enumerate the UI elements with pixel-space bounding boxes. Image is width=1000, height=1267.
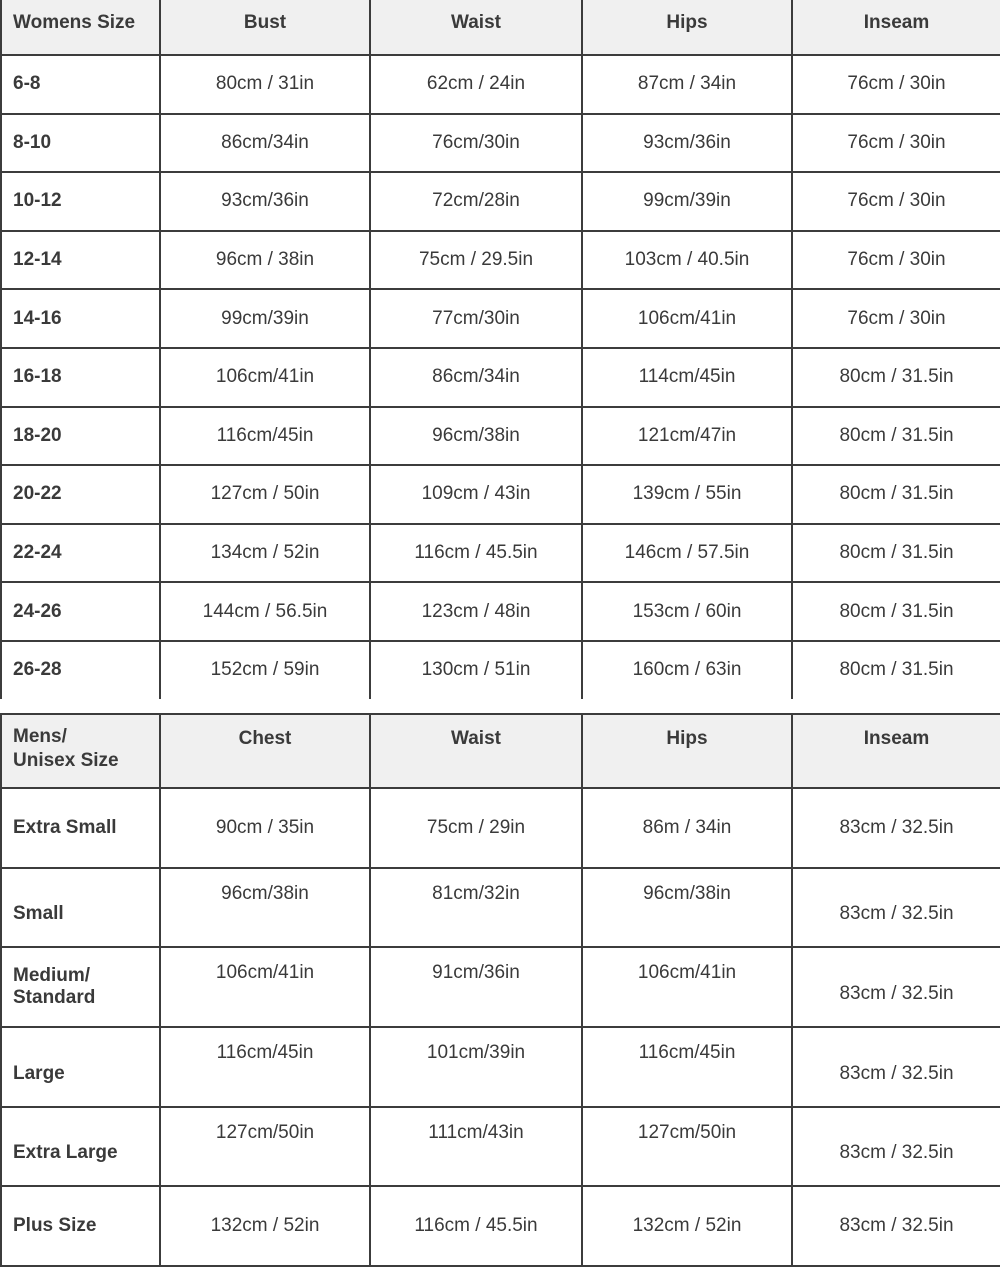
header-womens-size: Womens Size <box>1 0 160 55</box>
mens-unisex-size-table <box>0 713 1000 1267</box>
measurement-cell: 116cm / 45.5in <box>370 1186 582 1266</box>
measurement-cell: 160cm / 63in <box>582 641 792 700</box>
measurement-cell: 99cm/39in <box>582 172 792 231</box>
measurement-cell: 80cm / 31.5in <box>792 465 1000 524</box>
table-divider <box>0 699 1000 712</box>
measurement-cell: 116cm/45in <box>160 407 370 466</box>
measurement-cell: 127cm/50in <box>160 1107 370 1187</box>
size-cell: 6-8 <box>1 55 160 114</box>
measurement-cell: 103cm / 40.5in <box>582 231 792 290</box>
size-cell: 20-22 <box>1 465 160 524</box>
table-row <box>1 289 1000 348</box>
measurement-cell: 83cm / 32.5in <box>792 1186 1000 1266</box>
measurement-cell: 80cm / 31.5in <box>792 582 1000 641</box>
measurement-cell: 76cm / 30in <box>792 289 1000 348</box>
size-cell: 22-24 <box>1 524 160 583</box>
measurement-cell: 101cm/39in <box>370 1027 582 1107</box>
measurement-cell: 96cm/38in <box>370 407 582 466</box>
measurement-cell: 81cm/32in <box>370 868 582 948</box>
measurement-cell: 130cm / 51in <box>370 641 582 700</box>
measurement-cell: 116cm / 45.5in <box>370 524 582 583</box>
measurement-cell: 86cm/34in <box>160 114 370 173</box>
measurement-cell: 90cm / 35in <box>160 788 370 868</box>
measurement-cell: 83cm / 32.5in <box>792 947 1000 1027</box>
header-inseam: Inseam <box>792 0 1000 55</box>
measurement-cell: 87cm / 34in <box>582 55 792 114</box>
measurement-cell: 132cm / 52in <box>160 1186 370 1266</box>
measurement-cell: 96cm/38in <box>582 868 792 948</box>
header-mens-unisex-size: Mens/ Unisex Size <box>1 714 160 788</box>
measurement-cell: 96cm / 38in <box>160 231 370 290</box>
measurement-cell: 116cm/45in <box>582 1027 792 1107</box>
measurement-cell: 76cm / 30in <box>792 172 1000 231</box>
table-row <box>1 407 1000 466</box>
measurement-cell: 83cm / 32.5in <box>792 1107 1000 1187</box>
measurement-cell: 144cm / 56.5in <box>160 582 370 641</box>
table-row <box>1 641 1000 700</box>
table-header-row <box>1 0 1000 55</box>
measurement-cell: 132cm / 52in <box>582 1186 792 1266</box>
measurement-cell: 83cm / 32.5in <box>792 1027 1000 1107</box>
measurement-cell: 139cm / 55in <box>582 465 792 524</box>
measurement-cell: 91cm/36in <box>370 947 582 1027</box>
table-header-row <box>1 714 1000 788</box>
measurement-cell: 76cm / 30in <box>792 231 1000 290</box>
header-waist: Waist <box>370 714 582 788</box>
table-row <box>1 524 1000 583</box>
measurement-cell: 121cm/47in <box>582 407 792 466</box>
measurement-cell: 127cm / 50in <box>160 465 370 524</box>
table-row <box>1 582 1000 641</box>
size-cell: 8-10 <box>1 114 160 173</box>
table-row <box>1 231 1000 290</box>
table-row <box>1 1027 1000 1107</box>
measurement-cell: 72cm/28in <box>370 172 582 231</box>
size-cell: 26-28 <box>1 641 160 700</box>
measurement-cell: 80cm / 31.5in <box>792 348 1000 407</box>
measurement-cell: 96cm/38in <box>160 868 370 948</box>
measurement-cell: 93cm/36in <box>160 172 370 231</box>
measurement-cell: 106cm/41in <box>160 348 370 407</box>
measurement-cell: 76cm / 30in <box>792 55 1000 114</box>
measurement-cell: 127cm/50in <box>582 1107 792 1187</box>
measurement-cell: 93cm/36in <box>582 114 792 173</box>
measurement-cell: 86m / 34in <box>582 788 792 868</box>
measurement-cell: 106cm/41in <box>582 289 792 348</box>
table-row <box>1 348 1000 407</box>
measurement-cell: 152cm / 59in <box>160 641 370 700</box>
size-cell: Plus Size <box>1 1186 160 1266</box>
size-cell: Large <box>1 1027 160 1107</box>
measurement-cell: 106cm/41in <box>160 947 370 1027</box>
size-cell: 24-26 <box>1 582 160 641</box>
header-bust: Bust <box>160 0 370 55</box>
measurement-cell: 83cm / 32.5in <box>792 788 1000 868</box>
measurement-cell: 86cm/34in <box>370 348 582 407</box>
size-cell: 16-18 <box>1 348 160 407</box>
measurement-cell: 114cm/45in <box>582 348 792 407</box>
measurement-cell: 76cm/30in <box>370 114 582 173</box>
measurement-cell: 62cm / 24in <box>370 55 582 114</box>
measurement-cell: 106cm/41in <box>582 947 792 1027</box>
table-row <box>1 1107 1000 1187</box>
measurement-cell: 146cm / 57.5in <box>582 524 792 583</box>
size-cell: 12-14 <box>1 231 160 290</box>
measurement-cell: 83cm / 32.5in <box>792 868 1000 948</box>
size-cell: Extra Small <box>1 788 160 868</box>
header-inseam: Inseam <box>792 714 1000 788</box>
measurement-cell: 77cm/30in <box>370 289 582 348</box>
measurement-cell: 75cm / 29.5in <box>370 231 582 290</box>
table-row <box>1 172 1000 231</box>
measurement-cell: 134cm / 52in <box>160 524 370 583</box>
header-hips: Hips <box>582 714 792 788</box>
measurement-cell: 116cm/45in <box>160 1027 370 1107</box>
table-row <box>1 465 1000 524</box>
measurement-cell: 109cm / 43in <box>370 465 582 524</box>
table-row <box>1 114 1000 173</box>
table-row <box>1 788 1000 868</box>
table-row <box>1 1186 1000 1266</box>
measurement-cell: 111cm/43in <box>370 1107 582 1187</box>
measurement-cell: 76cm / 30in <box>792 114 1000 173</box>
table-row <box>1 947 1000 1027</box>
size-cell: Medium/ Standard <box>1 947 160 1027</box>
table-row <box>1 868 1000 948</box>
table-row <box>1 55 1000 114</box>
measurement-cell: 80cm / 31.5in <box>792 641 1000 700</box>
header-chest: Chest <box>160 714 370 788</box>
size-cell: 18-20 <box>1 407 160 466</box>
measurement-cell: 80cm / 31in <box>160 55 370 114</box>
measurement-cell: 123cm / 48in <box>370 582 582 641</box>
size-cell: Extra Large <box>1 1107 160 1187</box>
size-cell: Small <box>1 868 160 948</box>
measurement-cell: 80cm / 31.5in <box>792 407 1000 466</box>
header-hips: Hips <box>582 0 792 55</box>
size-cell: 10-12 <box>1 172 160 231</box>
header-waist: Waist <box>370 0 582 55</box>
measurement-cell: 153cm / 60in <box>582 582 792 641</box>
measurement-cell: 99cm/39in <box>160 289 370 348</box>
size-cell: 14-16 <box>1 289 160 348</box>
measurement-cell: 75cm / 29in <box>370 788 582 868</box>
measurement-cell: 80cm / 31.5in <box>792 524 1000 583</box>
